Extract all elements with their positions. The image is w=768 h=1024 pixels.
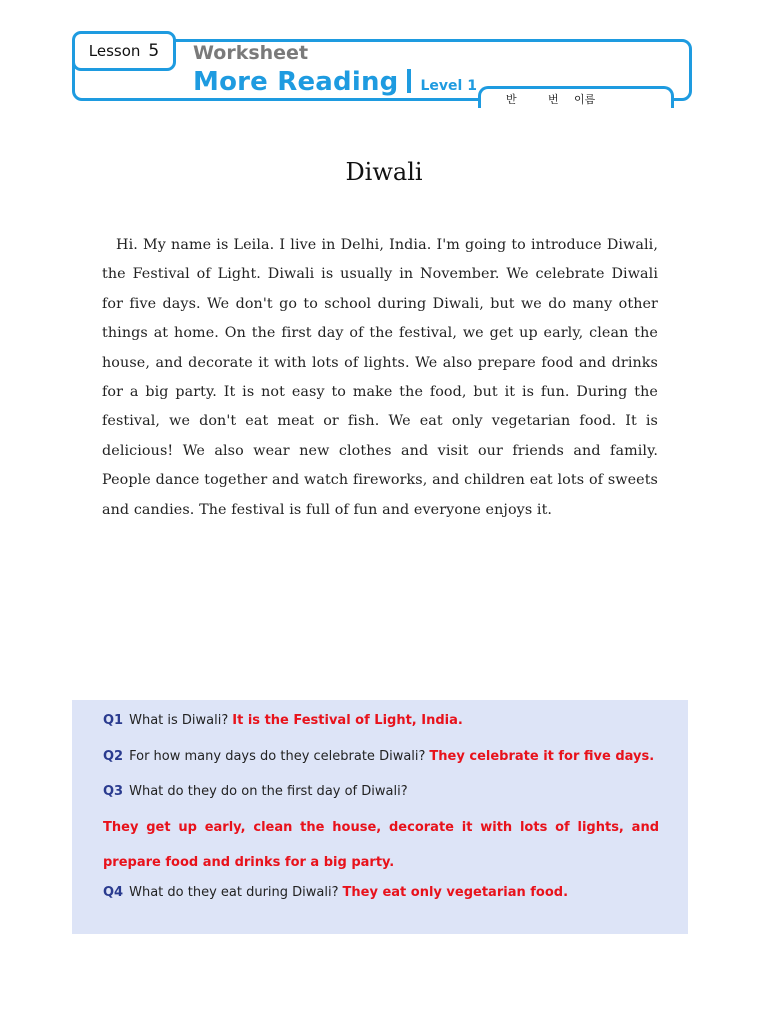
question-number: Q3 (103, 784, 124, 800)
question-number: Q2 (103, 748, 124, 764)
story-title: Diwali (345, 158, 423, 186)
qa-box (72, 700, 688, 934)
name-field-label: 이름 (574, 93, 596, 106)
question-text: What is Diwali? (129, 713, 229, 728)
question-text: For how many days do they celebrate Diwali? (129, 748, 426, 764)
title-row (193, 66, 477, 97)
title-divider (407, 69, 411, 93)
lesson-badge (72, 31, 176, 71)
question-text: What do they do on the first day of Diwali? (129, 784, 408, 800)
class-field-label: 반 (506, 93, 517, 106)
worksheet-label: Worksheet (193, 42, 309, 64)
number-field-label: 번 (548, 93, 559, 106)
answer-text: It is the Festival of Light, India. (232, 713, 463, 728)
answer-text: They eat only vegetarian food. (342, 884, 569, 900)
story-body: Hi. My name is Leila. I live in Delhi, India. I'm going to introduce Diwali, the Festival of Light. Diwali is usually in November. We celebrate Diwali for five days. We don't go to school during Diwali, but we do many other things at home. On the first day of the festival, we get up early, clean the house, and decorate it with lots of lights. We also prepare food and drinks for a big party. It is not easy to make the food, but it is fun. During the festival, we don't eat meat or fish. We eat only vegetarian food. It is delicious! We also wear new clothes and visit our friends and family. People dance together and watch fireworks, and children eat lots of sweets and candies. The festival is full of fun and everyone enjoys it. (102, 237, 658, 518)
lesson-number: 5 (148, 41, 160, 61)
lesson-label: Lesson (88, 42, 141, 60)
question-2 (103, 745, 659, 781)
question-number: Q4 (103, 884, 124, 900)
question-1 (103, 709, 659, 745)
question-4 (103, 881, 659, 917)
level-label: Level 1 (420, 78, 477, 94)
question-text: What do they eat during Diwali? (129, 884, 339, 900)
answer-text: They celebrate it for five days. (429, 748, 655, 764)
question-number: Q1 (103, 713, 124, 728)
worksheet-title: More Reading (193, 67, 399, 97)
answer-text: They get up early, clean the house, decorate it with lots of lights, and prepare food and drinks for a big party. (103, 819, 659, 871)
